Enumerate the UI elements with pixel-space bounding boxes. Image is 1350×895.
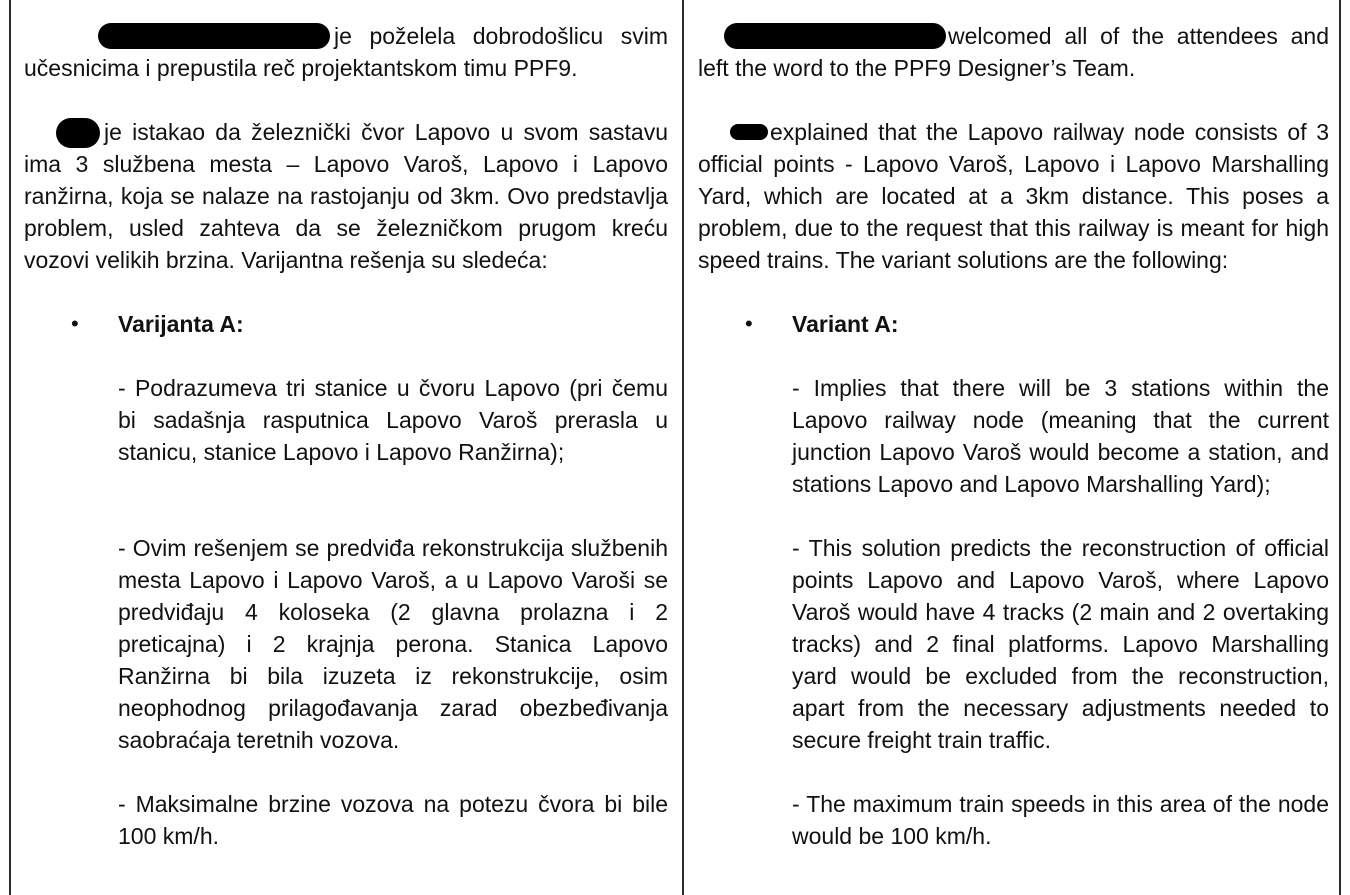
variant-item-2: - This solution predicts the reconstruction of official points Lapovo and Lapovo Varoš, where Lapovo Varoš would have 4 tracks (2 main and 2 overtaking tracks) and 2 final platforms. Lapovo Marshalling yard would be excluded from the reconstruction, apart from the necessary adjustments needed to secure freight train traffic. xyxy=(792,535,1329,753)
redacted-name xyxy=(56,118,100,148)
variant-item-1: - Implies that there will be 3 stations within the Lapovo railway node (meaning that the current junction Lapovo Varoš would become a station, and stations Lapovo and Lapovo Marshalling Yard); xyxy=(792,375,1329,497)
english-column xyxy=(698,20,1329,852)
variant-heading xyxy=(71,308,668,340)
right-border-line xyxy=(1339,0,1341,895)
left-border-line xyxy=(9,0,11,895)
node-description-paragraph: je istakao da železnički čvor Lapovo u svom sastavu ima 3 službena mesta – Lapovo Varoš, Lapovo i Lapovo ranžirna, koja se nalaze na rastojanju od 3km. Ovo predstavlja problem, usled zahteva da se železničkom prugom kreću vozovi velikih brzina. Varijantna rešenja su sledeća: xyxy=(24,119,668,273)
variant-heading-text: Variant A: xyxy=(792,311,899,337)
intro-paragraph: welcomed all of the attendees and left the word to the PPF9 Designer’s Team. xyxy=(698,23,1329,81)
variant-item-3: - The maximum train speeds in this area of the node would be 100 km/h. xyxy=(792,791,1329,849)
variant-item-3: - Maksimalne brzine vozova na potezu čvora bi bile 100 km/h. xyxy=(118,791,668,849)
variant-item-1: - Podrazumeva tri stanice u čvoru Lapovo (pri čemu bi sadašnja rasputnica Lapovo Varoš prerasla u stanicu, stanice Lapovo i Lapovo Ranžirna); xyxy=(118,375,668,465)
serbian-column xyxy=(24,20,668,852)
node-description-paragraph: explained that the Lapovo railway node consists of 3 official points - Lapovo Varoš, Lapovo i Lapovo Marshalling Yard, which are located at a 3km distance. This poses a problem, due to the request that this railway is meant for high speed trains. The variant solutions are the following: xyxy=(698,119,1329,273)
variant-heading-text: Varijanta A: xyxy=(118,311,244,337)
column-divider xyxy=(682,0,684,895)
variant-heading xyxy=(745,308,1329,340)
redacted-name xyxy=(724,23,946,49)
intro-paragraph: je poželela dobrodošlicu svim učesnicima i prepustila reč projektantskom timu PPF9. xyxy=(24,23,668,81)
redacted-name xyxy=(730,124,768,140)
redacted-name xyxy=(98,23,330,49)
bullet-icon: • xyxy=(71,311,79,336)
bullet-icon: • xyxy=(745,311,753,336)
variant-item-2: - Ovim rešenjem se predviđa rekonstrukcija službenih mesta Lapovo i Lapovo Varoš, a u Lapovo Varoši se predviđaju 4 koloseka (2 glavna prolazna i 2 preticajna) i 2 krajnja perona. Stanica Lapovo Ranžirna bi bila izuzeta iz rekonstrukcije, osim neophodnog prilagođavanja zarad obezbeđivanja saobraćaja teretnih vozova. xyxy=(118,535,668,753)
